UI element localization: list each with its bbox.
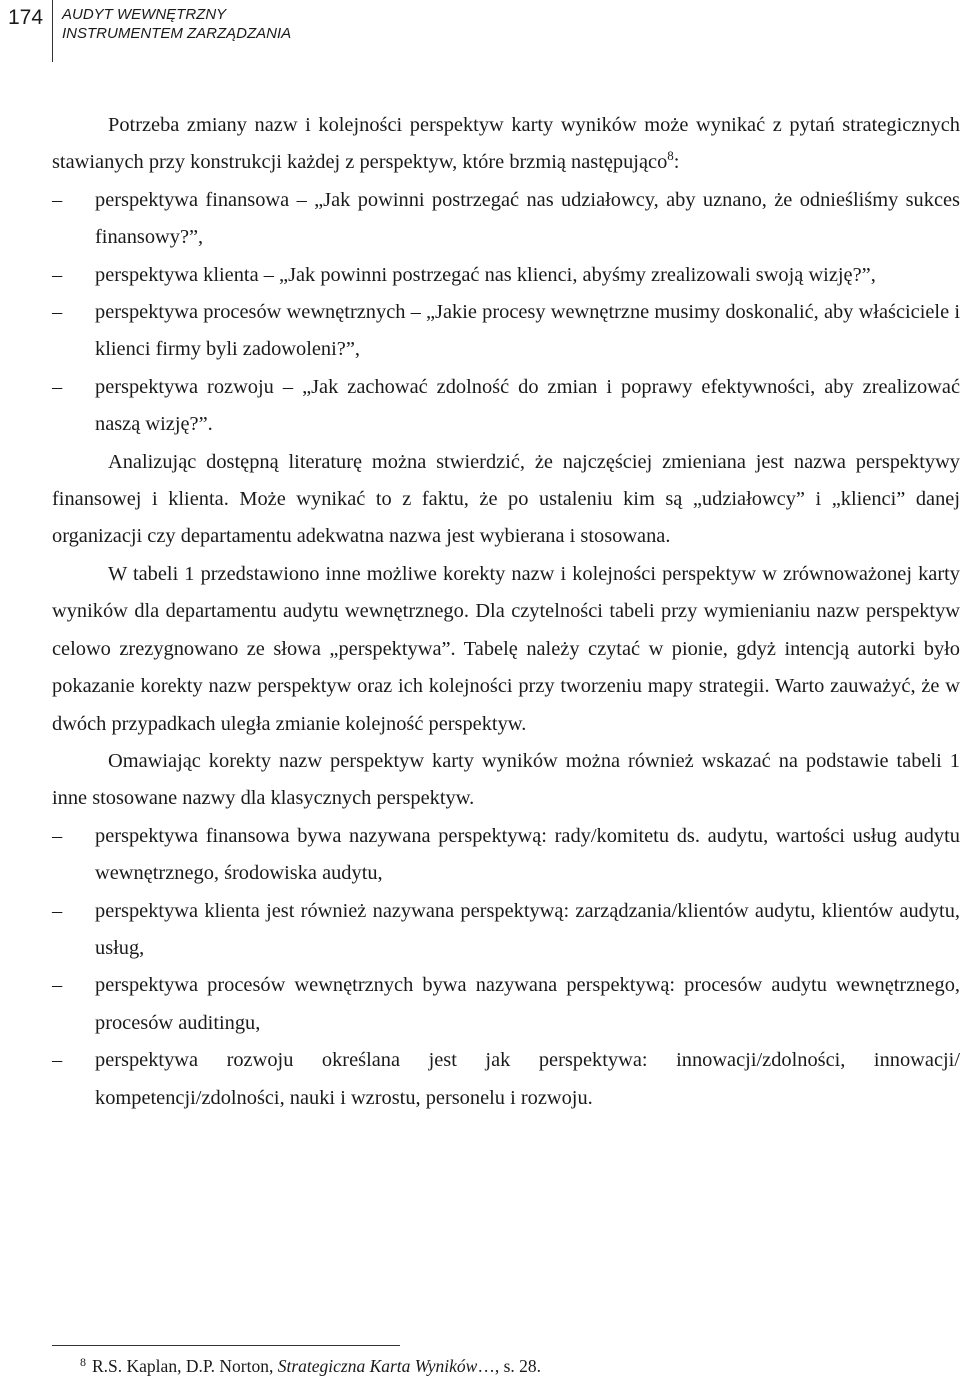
- list-item-text: perspektywa procesów wewnętrznych – „Jakie procesy wewnętrzne musimy doskonalić, aby właściciele i klienci firmy byli zadowoleni?”,: [95, 301, 960, 361]
- list-item: [52, 294, 960, 369]
- dash-marker: –: [52, 899, 63, 922]
- running-head-line-1: AUDYT WEWNĘTRZNY: [62, 6, 227, 23]
- list-item-text: perspektywa finansowa – „Jak powinni postrzegać nas udziałowcy, aby uznano, że odnieśliśmy sukces finansowy?”,: [95, 188, 960, 249]
- paragraph-3: W tabeli 1 przedstawiono inne możliwe korekty nazw i kolejności perspektyw w zrównoważonej karty wyników dla departamentu audytu wewnętrznego. Dla czytelności tabeli przy wymienianiu nazw perspektyw celowo zrezygnowano ze słowa „perspektywa”. Tabelę należy czytać w pionie, gdyż intencją autorki było pokazanie korekty nazw perspektyw oraz ich kolejności przy tworzeniu mapy strategii. Warto zauważyć, że w dwóch przypadkach uległa zmianie kolejność perspektyw.: [52, 562, 960, 735]
- paragraph-1: [52, 107, 960, 182]
- list-item-text: perspektywa procesów wewnętrznych bywa nazywana perspektywą: procesów audytu wewnętrznego, procesów auditingu,: [95, 974, 960, 1034]
- list-item: [52, 1042, 960, 1117]
- paragraph-4: Omawiając korekty nazw perspektyw karty wyników można również wskazać na podstawie tabeli 1 inne stosowane nazwy dla klasycznych perspektyw.: [52, 749, 960, 810]
- dash-marker: –: [52, 263, 63, 286]
- dash-marker: –: [52, 375, 63, 398]
- alternative-names-list: [52, 818, 960, 1117]
- footnote-reference[interactable]: 8: [667, 148, 674, 164]
- footnote: [80, 1351, 541, 1377]
- paragraph-1-text: Potrzeba zmiany nazw i kolejności perspektyw karty wyników może wynikać z pytań strategicznych stawianych przy konstrukcji każdej z perspektyw, które brzmią następująco: [52, 114, 960, 174]
- list-item: [52, 818, 960, 893]
- page-header: [0, 0, 960, 62]
- list-item-text: perspektywa finansowa bywa nazywana perspektywą: rady/komitetu ds. audytu, wartości usług audytu wewnętrznego, środowiska audytu,: [95, 824, 960, 885]
- header-divider: [52, 0, 53, 62]
- footnote-title: Strategiczna Karta Wyników: [277, 1356, 478, 1376]
- list-item: [52, 369, 960, 444]
- footnote-tail: …, s. 28.: [477, 1356, 542, 1376]
- dash-marker: –: [52, 301, 63, 324]
- paragraph-1-tail: :: [673, 151, 680, 174]
- footnote-divider: [52, 1345, 400, 1346]
- list-item-text: perspektywa klienta – „Jak powinni postrzegać nas klienci, abyśmy zrealizowali swoją wizję?”,: [95, 263, 876, 286]
- list-item: [52, 257, 960, 294]
- footnote-authors: R.S. Kaplan, D.P. Norton,: [92, 1356, 274, 1376]
- page-number: 174: [8, 6, 44, 29]
- running-head: [62, 5, 291, 43]
- list-item-text: perspektywa klienta jest również nazywana perspektywą: zarządzania/klientów audytu, klientów audytu, usług,: [95, 899, 960, 959]
- running-head-line-2: INSTRUMENTEM ZARZĄDZANIA: [62, 25, 292, 42]
- paragraph-2: Analizując dostępną literaturę można stwierdzić, że najczęściej zmieniana jest nazwa perspektywy finansowej i klienta. Może wynikać to z faktu, że po ustaleniu kim są „udziałowcy” i „klienci” danej organizacji czy departamentu adekwatna nazwa jest wybierana i stosowana.: [52, 450, 960, 548]
- list-item: [52, 893, 960, 968]
- question-list: [52, 182, 960, 444]
- footnote-mark: 8: [80, 1355, 86, 1369]
- dash-marker: –: [52, 188, 63, 211]
- list-item-text: perspektywa rozwoju – „Jak zachować zdolność do zmian i poprawy efektywności, aby zrealizować naszą wizję?”.: [95, 375, 960, 436]
- dash-marker: –: [52, 824, 63, 847]
- body-text: [52, 107, 960, 1117]
- dash-marker: –: [52, 1049, 63, 1072]
- list-item-text: perspektywa rozwoju określana jest jak perspektywa: innowacji/zdolności, innowacji/ kompetencji/zdolności, nauki i wzrostu, personelu i rozwoju.: [95, 1049, 960, 1109]
- dash-marker: –: [52, 974, 63, 997]
- list-item: [52, 967, 960, 1042]
- list-item: [52, 182, 960, 257]
